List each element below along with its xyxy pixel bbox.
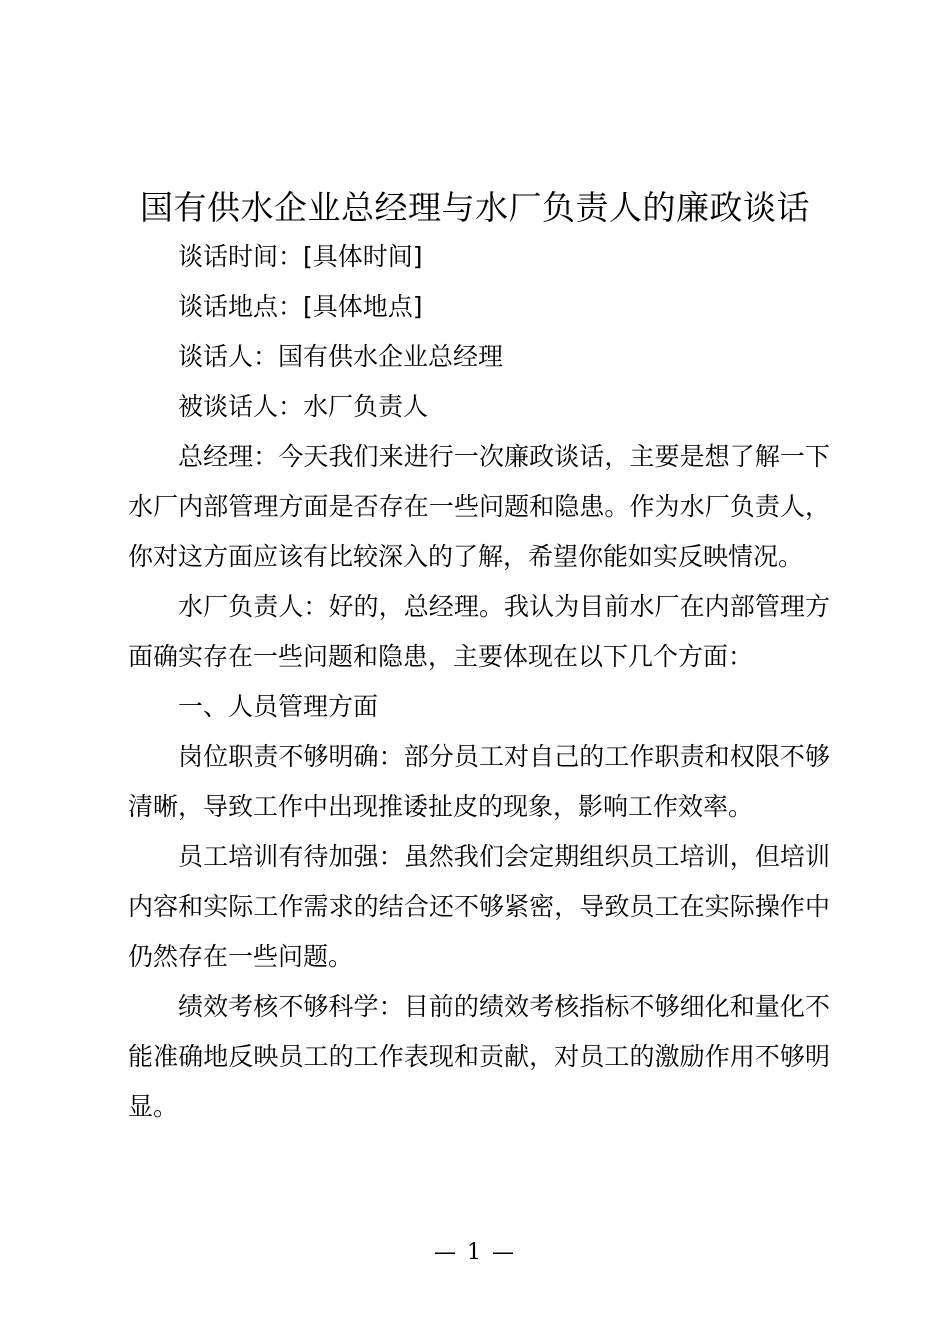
section-heading-personnel: 一、人员管理方面: [178, 692, 379, 721]
meta-speaker: 谈话人：国有供水企业总经理: [178, 342, 504, 371]
document-title: 国有供水企业总经理与水厂负责人的廉政谈话: [140, 188, 810, 227]
paragraph-staff-training: 员工培训有待加强：虽然我们会定期组织员工培训，但培训内容和实际工作需求的结合还不够紧密，导致员工在实际操作中仍然存在一些问题。: [128, 842, 830, 971]
paragraph-plant-reply: 水厂负责人：好的，总经理。我认为目前水厂在内部管理方面确实存在一些问题和隐患，主要体现在以下几个方面：: [128, 592, 830, 671]
page-number: — 1 —: [434, 1240, 516, 1265]
meta-time: 谈话时间：[具体时间]: [178, 242, 423, 271]
document-body: [128, 232, 830, 1132]
meta-place: 谈话地点：[具体地点]: [178, 292, 423, 321]
paragraph-manager-opening: 总经理：今天我们来进行一次廉政谈话，主要是想了解一下水厂内部管理方面是否存在一些问题和隐患。作为水厂负责人，你对这方面应该有比较深入的了解，希望你能如实反映情况。: [128, 442, 830, 571]
meta-listener: 被谈话人：水厂负责人: [178, 392, 429, 421]
paragraph-job-duties: 岗位职责不够明确：部分员工对自己的工作职责和权限不够清晰，导致工作中出现推诿扯皮的现象，影响工作效率。: [128, 742, 830, 821]
paragraph-performance: 绩效考核不够科学：目前的绩效考核指标不够细化和量化不能准确地反映员工的工作表现和贡献，对员工的激励作用不够明显。: [128, 992, 830, 1121]
